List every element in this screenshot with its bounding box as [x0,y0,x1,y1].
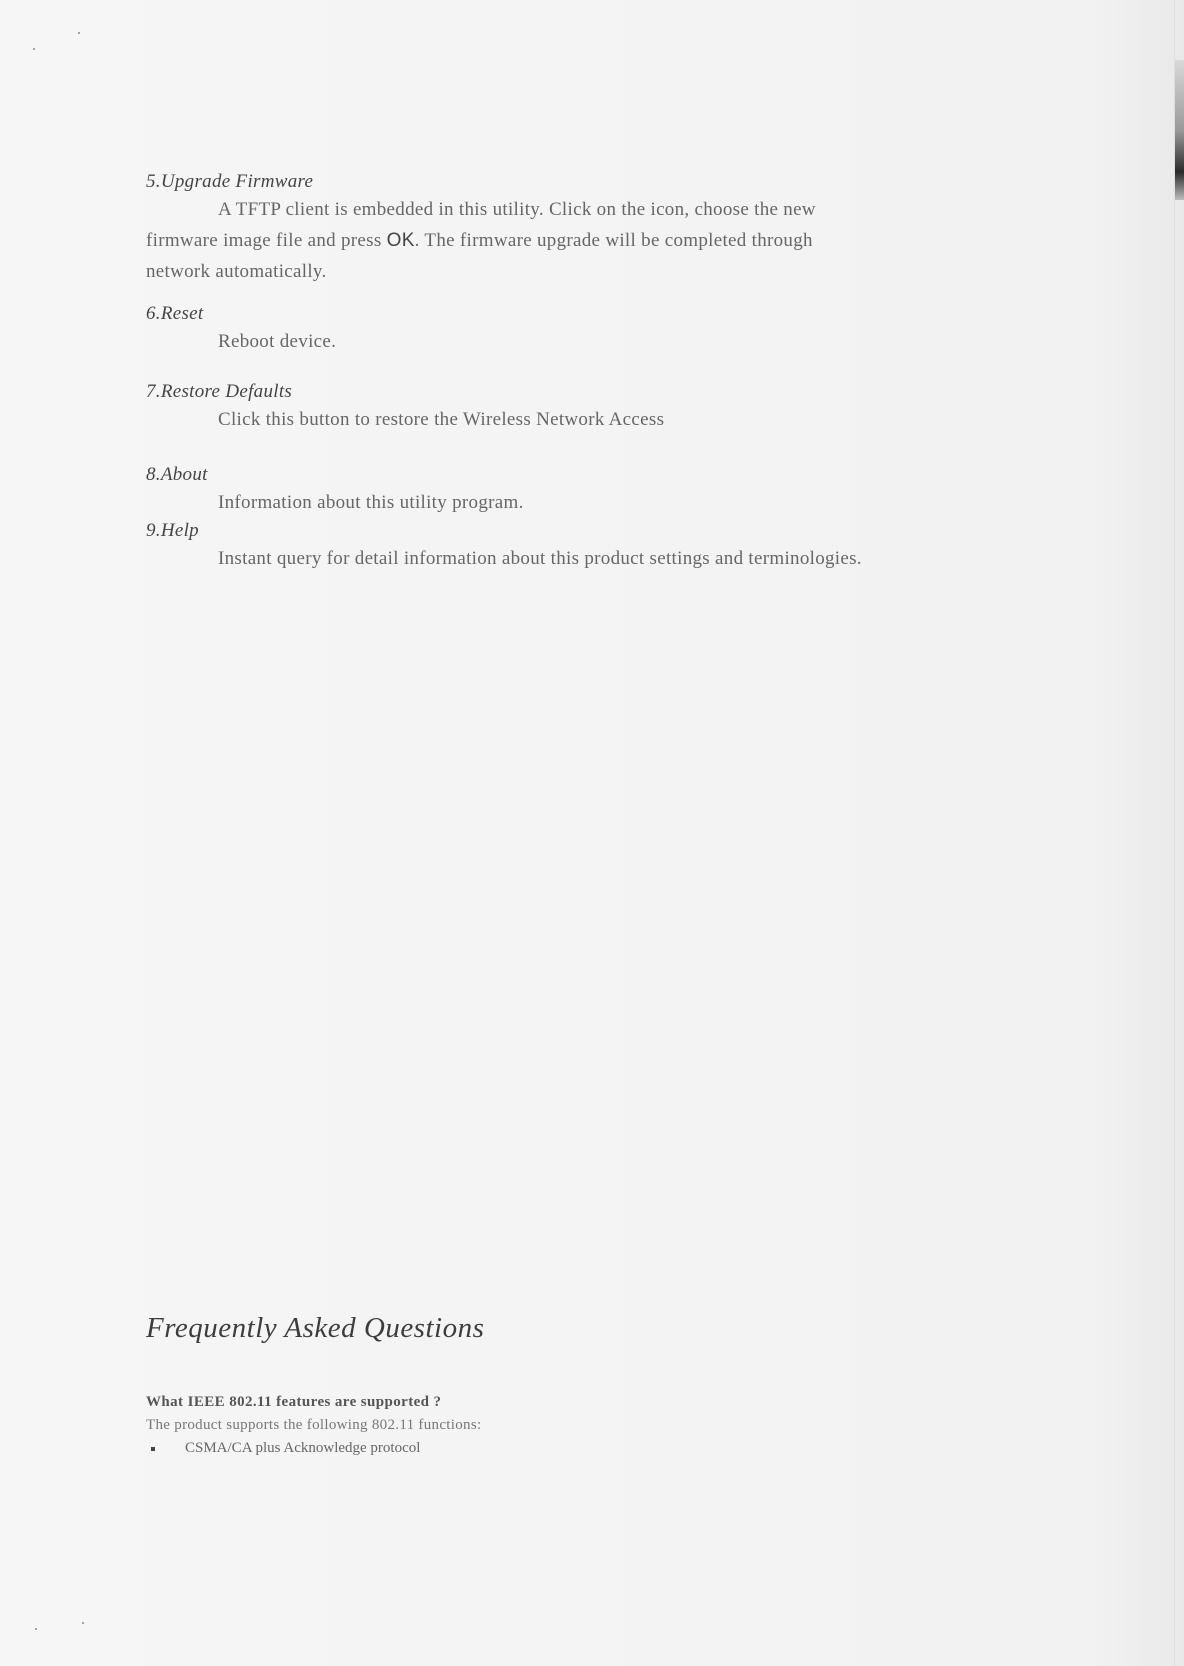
body-line: network automatically. [146,261,327,282]
list-item-text: CSMA/CA plus Acknowledge protocol [185,1440,421,1456]
section-upgrade-firmware [146,170,1026,287]
section-body [146,326,1026,357]
body-line [146,225,1026,256]
body-line: Information about this utility program. [218,492,524,513]
body-line: Click this button to restore the Wireless Network Access [218,409,665,430]
section-body [146,543,1026,574]
section-about [146,463,1026,518]
section-body [146,194,1026,287]
faq-title: Frequently Asked Questions [146,1312,485,1344]
body-line: Reboot device. [218,331,337,352]
faq-answer: The product supports the following 802.11 functions: [146,1417,482,1433]
body-line: Instant query for detail information about this product settings and terminologies. [218,548,862,569]
section-heading: 9.Help [146,520,199,541]
bullet-icon [151,1447,155,1451]
section-heading: 8.About [146,464,208,485]
faq-question: What IEEE 802.11 features are supported ? [146,1394,442,1410]
page-edge-shadow [1175,60,1184,200]
page-edge-line [1174,0,1175,1666]
section-heading: 6.Reset [146,303,204,324]
scan-speck [82,1622,84,1624]
body-text: firmware image file and press [146,230,387,251]
section-heading: 7.Restore Defaults [146,381,293,402]
scan-speck [78,32,80,34]
section-help [146,519,1026,574]
faq-feature-list [146,1440,420,1457]
ok-text: OK [386,230,415,251]
body-text: . The firmware upgrade will be completed through [414,230,813,251]
body-line: A TFTP client is embedded in this utility. Click on the icon, choose the new [218,199,816,220]
section-restore-defaults [146,380,1026,435]
section-body [146,487,1026,518]
section-reset [146,302,1026,357]
section-body [146,404,1026,435]
section-heading: 5.Upgrade Firmware [146,171,314,192]
scan-speck [35,1628,37,1630]
scan-speck [33,48,35,50]
list-item [146,1440,420,1457]
